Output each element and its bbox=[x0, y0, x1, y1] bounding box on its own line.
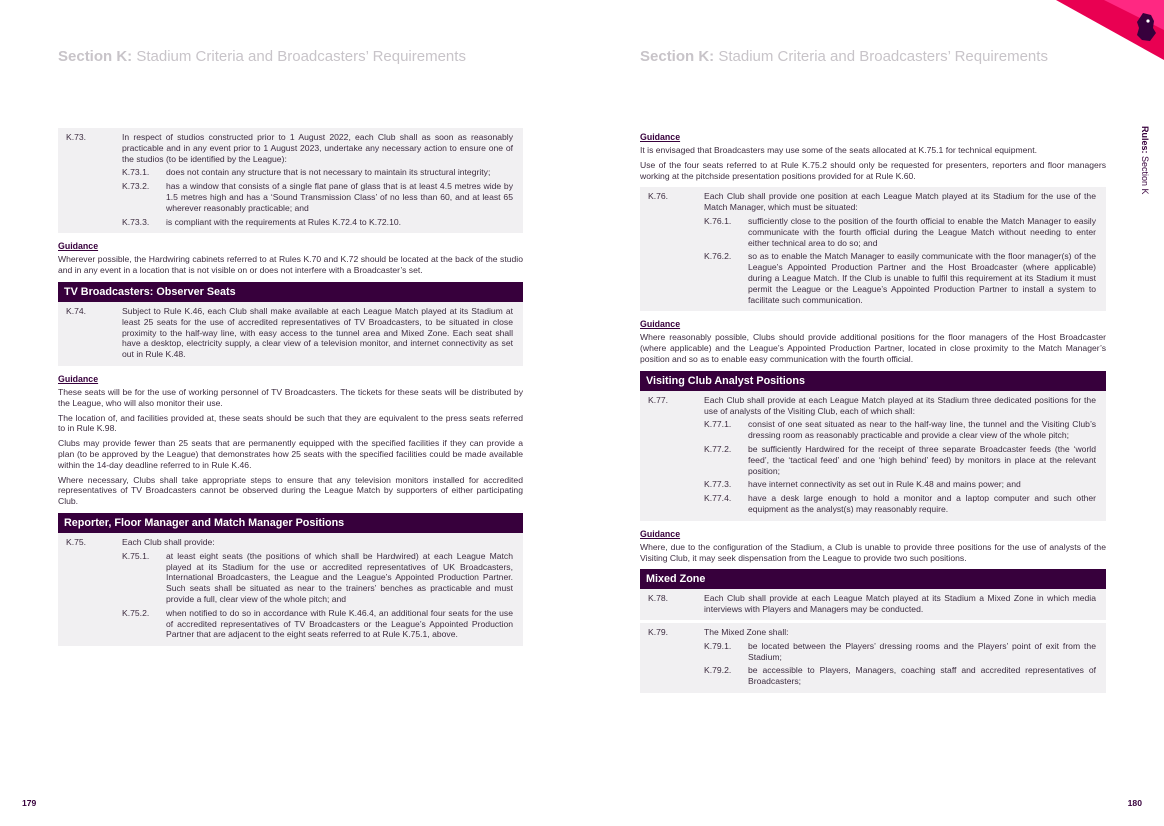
guidance-text: Use of the four seats referred to at Rule K.75.2 should only be requested for presenters, reporters and floor managers working at the pitchside presentation positions provided for at Rule K.60. bbox=[640, 159, 1106, 181]
rule-k73: K.73. In respect of studios constructed prior to 1 August 2022, each Club shall as soon as reasonably practicable and in any event prior to 1 August 2023, undertake any necessary action to ensure one of the studios (to be identified by the League): K.73.1. does not contain any structure that is not necessary to maintain its structural integrity; K.73.2. has a window that consists of a single flat pane of glass that is at least 4.5 metres wide by 1.5 metres high and has a ‘Sound Transmission Class’ of no less than 60, and at least 65 wherever reasonably practicable; and K.73.3. is compliant with the requirements at Rules K.72.4 to K.72.10. bbox=[58, 128, 523, 233]
guidance-heading: Guidance bbox=[58, 373, 99, 384]
section-bar-mixed-zone: Mixed Zone bbox=[640, 569, 1106, 589]
right-page bbox=[640, 126, 1106, 693]
rule-k76: K.76. Each Club shall provide one position at each League Match played at its Stadium for the use of the Match Manager, which must be situated: K.76.1. sufficiently close to the position of the fourth official to enable the Match Manager to easily communicate with the fourth official during the League Match without needing to enter either technical area to do so; and K.76.2. so as to enable the Match Manager to easily communicate with the floor manager(s) of the League’s Appointed Production Partner and the Host Broadcaster (where applicable) during a League Match. If the Club is unable to fulfil this requirement at its Stadium it must permit the League or the League’s Appointed Production Partner to install a system to facilitate such communication. bbox=[640, 187, 1106, 311]
rule-k74: K.74. Subject to Rule K.46, each Club shall make available at each League Match played at its Stadium at least 25 seats for the use of accredited representatives of TV Broadcasters, to be situated in close proximity to the half-way line, with easy access to the tunnel area and Mixed Zone. Each seat shall have a desktop, electricity supply, a clear view of a television monitor, and internet connectivity as set out in Rule K.48. bbox=[58, 302, 523, 366]
page-number-left: 179 bbox=[22, 798, 37, 808]
guidance-heading: Guidance bbox=[640, 132, 681, 142]
page-number-right: 180 bbox=[1127, 798, 1142, 808]
guidance-text: Where necessary, Clubs shall take appropriate steps to ensure that any television monitors installed for accredited representatives of TV Broadcasters cannot be observed during the League Match by supporters of either participating Club. bbox=[58, 474, 523, 507]
header-right: Section K: Stadium Criteria and Broadcasters’ Requirements bbox=[640, 48, 1048, 65]
header-left: Section K: Stadium Criteria and Broadcasters’ Requirements bbox=[58, 48, 466, 65]
guidance-text: It is envisaged that Broadcasters may use some of the seats allocated at K.75.1 for technical equipment. bbox=[640, 145, 1037, 155]
guidance-text: Wherever possible, the Hardwiring cabinets referred to at Rules K.70 and K.72 should be located at the back of the studio and in any event in a location that is not visible on or does not interfere with a Broadcaster’s set. bbox=[58, 254, 523, 276]
guidance-heading: Guidance bbox=[58, 241, 99, 252]
guidance-heading: Guidance bbox=[640, 319, 681, 330]
guidance-heading: Guidance bbox=[640, 528, 681, 539]
section-bar-reporter-positions: Reporter, Floor Manager and Match Manager Positions bbox=[58, 513, 523, 533]
guidance-text: Clubs may provide fewer than 25 seats that are permanently equipped with the specified facilities if they can provide a plan (to be approved by the League) that demonstrates how 25 seats with the specified facilities could be made available within the 14-day deadline referred to in Rule K.46. bbox=[58, 438, 523, 470]
guidance-text: Where reasonably possible, Clubs should provide additional positions for the floor managers of the Host Broadcaster (where applicable) and the League’s Appointed Production Partner, located in close proximity to the Match Manager’s position and so as to enable easy communication with the fourth official. bbox=[640, 332, 1106, 364]
rule-k78: K.78. Each Club shall provide at each League Match played at its Stadium a Mixed Zone in which media interviews with Players and Managers may be conducted. bbox=[640, 589, 1106, 620]
section-bar-observer-seats: TV Broadcasters: Observer Seats bbox=[58, 282, 523, 302]
guidance-text: The location of, and facilities provided at, these seats should be such that they are equivalent to the press seats referred to in Rule K.98. bbox=[58, 412, 523, 434]
side-section-label: Rules: Section K bbox=[1140, 126, 1150, 195]
left-page bbox=[58, 128, 523, 646]
rule-k77: K.77. Each Club shall provide at each League Match played at its Stadium three dedicated positions for the use of analysts of the Visiting Club, each of which shall: K.77.1. consist of one seat situated as near to the half-way line, the tunnel and the Visiting Club’s dressing room as reasonably practicable and provide a clear view of the whole pitch; K.77.2. be sufficiently Hardwired for the receipt of three separate Broadcaster feeds (the ‘world feed’, the ‘tactical feed’ and one ‘high behind’ feed) by monitors in place at the relevant position; K.77.3. have internet connectivity as set out in Rule K.48 and mains power; and K.77.4. have a desk large enough to hold a monitor and a laptop computer and such other equipment as the analyst(s) may reasonably require. bbox=[640, 391, 1106, 521]
guidance-text: Where, due to the configuration of the Stadium, a Club is unable to provide three positions for the use of analysts of the Visiting Club, it may seek dispensation from the League to provide two such positions. bbox=[640, 541, 1106, 563]
rule-k79: K.79. The Mixed Zone shall: K.79.1. be located between the Players’ dressing rooms and the Players’ point of exit from the Stadium; K.79.2. be accessible to Players, Managers, coaching staff and accredited representatives of Broadcasters; bbox=[640, 623, 1106, 693]
rule-k75: K.75. Each Club shall provide: K.75.1. at least eight seats (the positions of which shall be Hardwired) at each League Match played at its Stadium for the use or accredited representatives of UK Broadcasters, International Broadcasters, the League and the League’s Appointed Production Partner. Such seats shall be situated as near to the trainers’ benches as practicable and must provide a full, clear view of the whole pitch; and K.75.2. when notified to do so in accordance with Rule K.46.4, an additional four seats for the use of accredited representatives of TV Broadcasters or the League’s Appointed Production Partner that are adjacent to the eight seats referred to at Rule K.75.1, above. bbox=[58, 533, 523, 646]
section-bar-analyst-positions: Visiting Club Analyst Positions bbox=[640, 371, 1106, 391]
guidance-text: These seats will be for the use of working personnel of TV Broadcasters. The tickets for these seats will be distributed by the League, who will also monitor their use. bbox=[58, 386, 523, 408]
